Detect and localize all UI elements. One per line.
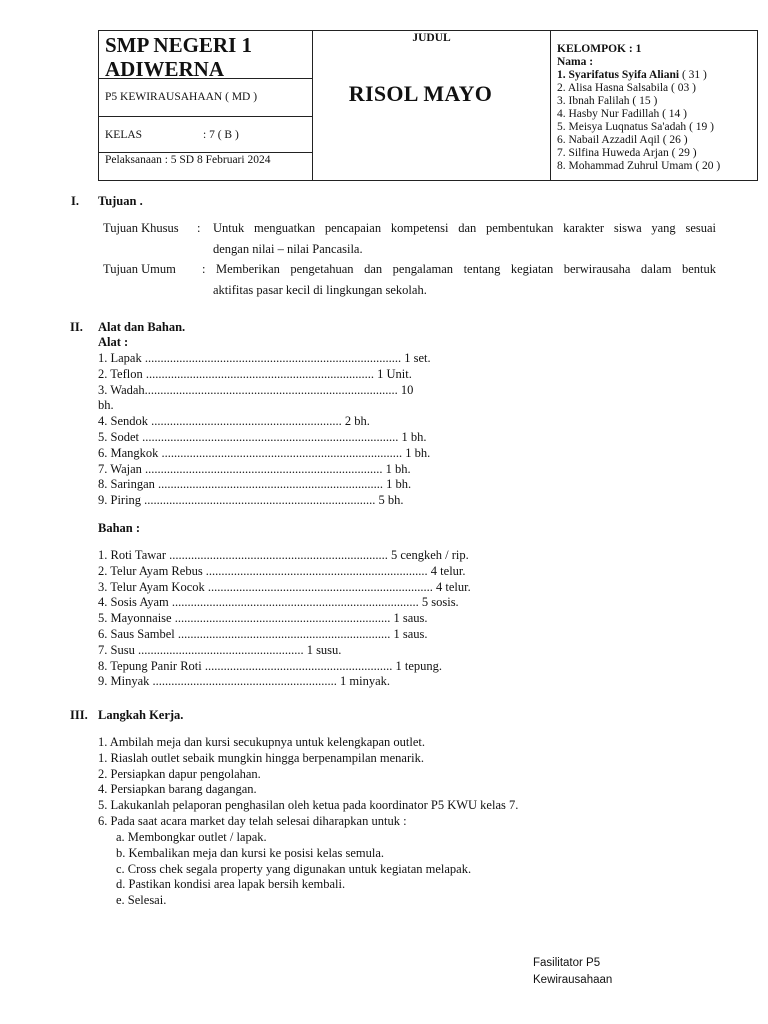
alat-item: 2. Teflon ......................................................................... 1 Unit. <box>98 366 412 381</box>
class-label: KELAS <box>105 129 143 141</box>
facilitator-line-1: Fasilitator P5 <box>533 957 601 969</box>
bahan-item: 4. Sosis Ayam ............................................................................... 5 sosis. <box>98 595 459 610</box>
page-title: RISOL MAYO <box>348 81 493 106</box>
section-2-number: II. <box>70 320 83 334</box>
alat-item: 3. Wadah................................................................................. 10 <box>98 382 414 397</box>
bahan-item: 5. Mayonnaise ..................................................................... 1 saus. <box>98 611 428 626</box>
substep-item: b. Kembalikan meja dan kursi ke posisi kelas semula. <box>116 845 384 860</box>
bahan-item: 8. Tepung Panir Roti ............................................................ 1 tepung. <box>98 658 443 673</box>
member-item: 5. Meisya Luqnatus Sa'adah ( 19 ) <box>557 121 714 133</box>
substep-item: e. Selesai. <box>116 893 167 908</box>
bahan-label: Bahan : <box>98 521 141 535</box>
bahan-item: 3. Telur Ayam Kocok ........................................................................ 4 telur. <box>98 579 471 594</box>
schedule: Pelaksanaan : 5 SD 8 Februari 2024 <box>105 154 271 166</box>
school-name: SMP NEGERI 1 ADIWERNA <box>105 33 253 81</box>
alat-item-continuation: bh. <box>98 398 114 413</box>
member-item: 8. Mohammad Zuhrul Umam ( 20 ) <box>557 160 721 172</box>
group-block <box>557 43 720 173</box>
member-item: 4. Hasby Nur Fadillah ( 14 ) <box>557 108 688 120</box>
facilitator-signature-block <box>533 955 612 989</box>
section-3-title: Langkah Kerja. <box>98 708 184 722</box>
bahan-item: 1. Roti Tawar ...................................................................... 5 cengkeh / rip. <box>98 548 469 562</box>
alat-item: 6. Mangkok ............................................................................. 1 bh. <box>98 445 431 460</box>
tujuan-umum-line-2: aktifitas pasar kecil di lingkungan sekolah. <box>213 283 427 297</box>
judul-label: JUDUL <box>412 32 451 44</box>
step-item: 4. Persiapkan barang dagangan. <box>98 782 257 797</box>
member-item: 6. Nabail Azzadil Aqil ( 26 ) <box>557 134 688 146</box>
alat-item: 7. Wajan ............................................................................ 1 bh. <box>98 461 411 476</box>
bahan-list <box>98 548 471 690</box>
tujuan-khusus-colon: : <box>197 221 201 235</box>
steps-list <box>98 735 518 830</box>
member-item: 2. Alisa Hasna Salsabila ( 03 ) <box>557 82 696 94</box>
alat-item: 1. Lapak .................................................................................. 1 set. <box>98 351 431 365</box>
bahan-item: 2. Telur Ayam Rebus ....................................................................... 4 telur. <box>98 563 466 578</box>
substep-item: d. Pastikan kondisi area lapak bersih kembali. <box>116 877 346 892</box>
step-item: 6. Pada saat acara market day telah selesai diharapkan untuk : <box>98 813 407 828</box>
section-3-number: III. <box>70 708 88 722</box>
bahan-item: 7. Susu ..................................................... 1 susu. <box>98 642 342 657</box>
substep-item: c. Cross chek segala property yang digunakan untuk kegiatan melapak. <box>116 861 472 876</box>
member-item: 3. Ibnah Falilah ( 15 ) <box>557 95 658 107</box>
alat-item: 8. Saringan ........................................................................ 1 bh. <box>98 477 412 492</box>
section-2-title: Alat dan Bahan. <box>98 320 186 334</box>
tujuan-khusus-line-2: dengan nilai – nilai Pancasila. <box>213 242 363 256</box>
alat-item: 4. Sendok ............................................................. 2 bh. <box>98 414 370 429</box>
alat-item: 9. Piring .......................................................................... 5 bh. <box>98 493 404 508</box>
class-value: : 7 ( B ) <box>203 129 239 141</box>
step-item: 5. Lakukanlah pelaporan penghasilan oleh ketua pada koordinator P5 KWU kelas 7. <box>98 798 519 813</box>
step-item: 2. Persiapkan dapur pengolahan. <box>98 766 261 781</box>
bahan-item: 6. Saus Sambel .................................................................... 1 saus. <box>98 626 428 641</box>
member-item: 1. Syarifatus Syifa Aliani ( 31 ) <box>557 69 707 81</box>
section-1-number: I. <box>71 194 79 208</box>
alat-item: 5. Sodet .................................................................................. 1 bh. <box>98 429 427 444</box>
substep-item: a. Membongkar outlet / lapak. <box>116 830 267 844</box>
step-item: 1. Ambilah meja dan kursi secukupnya untuk kelengkapan outlet. <box>98 735 426 749</box>
header-table <box>98 30 758 181</box>
alat-label: Alat : <box>98 335 129 349</box>
tujuan-khusus-label: Tujuan Khusus <box>103 221 179 235</box>
substeps-list <box>116 830 471 909</box>
alat-list <box>98 351 431 509</box>
bahan-item: 9. Minyak ........................................................... 1 minyak. <box>98 674 391 689</box>
program-name: P5 KEWIRAUSAHAAN ( MD ) <box>105 91 258 103</box>
member-item: 7. Silfina Huweda Arjan ( 29 ) <box>557 147 697 159</box>
facilitator-line-2: Kewirausahaan <box>533 974 613 986</box>
step-item: 1. Riaslah outlet sebaik mungkin hingga berpenampilan menarik. <box>98 750 424 765</box>
section-1-title: Tujuan . <box>98 194 143 208</box>
names-label: Nama : <box>557 56 594 68</box>
group-label: KELOMPOK : 1 <box>557 43 642 55</box>
tujuan-khusus-line-1: Untuk menguatkan pencapaian kompetensi dan pembentukan karakter siswa yang sesuai <box>213 221 716 235</box>
tujuan-umum-label: Tujuan Umum <box>103 262 176 276</box>
tujuan-umum-line-1: : Memberikan pengetahuan dan pengalaman tentang kegiatan berwirausaha dalam bentuk <box>202 262 716 276</box>
